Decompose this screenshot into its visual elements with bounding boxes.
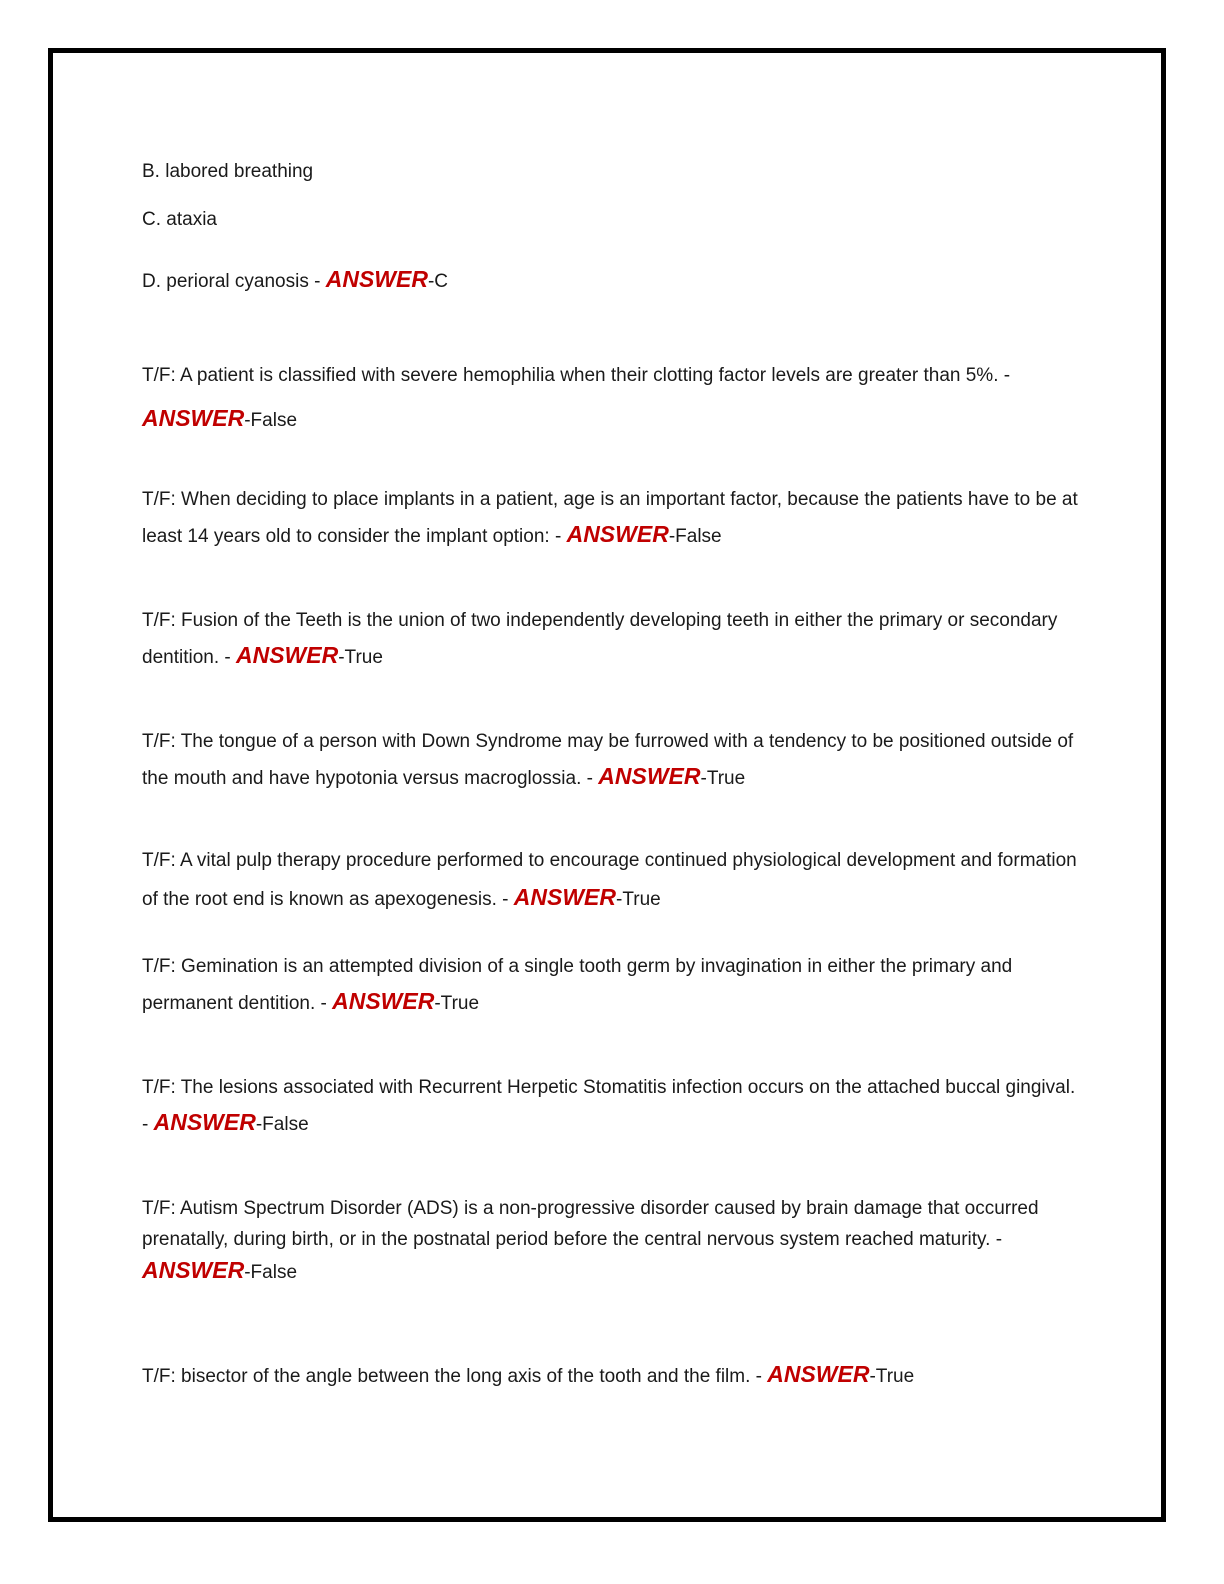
question-2 [142, 483, 1082, 554]
answer-value: -True [700, 768, 746, 789]
answer-label: ANSWER [325, 266, 428, 292]
answer-value: -True [869, 1366, 915, 1387]
option-text: B. labored breathing [142, 161, 314, 182]
answer-label: ANSWER [332, 988, 435, 1014]
question-3 [142, 604, 1082, 675]
answer-label: ANSWER [566, 521, 669, 547]
question-text: T/F: Gemination is an attempted division of a single tooth germ by invagination in either the primary and permanent dentition. - [142, 956, 1013, 1014]
option-text: C. ataxia [142, 209, 217, 230]
question-text: T/F: The tongue of a person with Down Syndrome may be furrowed with a tendency to be positioned outside of the mouth and have hypotonia versus macroglossia. - [142, 731, 1074, 789]
answer-label: ANSWER [142, 1257, 245, 1283]
question-text: T/F: Fusion of the Teeth is the union of two independently developing teeth in either the primary or secondary dentition. - [142, 610, 1058, 668]
answer-value: -True [616, 889, 661, 910]
question-text: T/F: When deciding to place implants in a patient, age is an important factor, because the patients have to be at least 14 years old to consider the implant option: - [142, 489, 1078, 547]
option-b [142, 155, 1082, 189]
question-7 [142, 1071, 1082, 1142]
option-d [142, 262, 1082, 299]
answer-value: -False [668, 526, 722, 547]
answer-label: ANSWER [767, 1361, 870, 1387]
answer-label: ANSWER [513, 884, 617, 910]
answer-label: ANSWER [153, 1109, 256, 1135]
question-1 [142, 355, 1082, 442]
question-text: T/F: bisector of the angle between the long axis of the tooth and the film. - [142, 1366, 768, 1387]
option-c [142, 203, 1082, 237]
answer-label: ANSWER [142, 405, 245, 431]
question-text: T/F: The lesions associated with Recurrent Herpetic Stomatitis infection occurs on the attached buccal gingival. - [142, 1077, 1076, 1135]
answer-value: -True [338, 647, 383, 668]
answer-label: ANSWER [598, 763, 701, 789]
answer-value: -False [244, 410, 298, 431]
option-text: D. perioral cyanosis - [142, 271, 326, 292]
question-4 [142, 725, 1082, 796]
question-5 [142, 843, 1082, 918]
answer-value: -C [427, 271, 449, 292]
question-text: T/F: Autism Spectrum Disorder (ADS) is a non-progressive disorder caused by brain damage that occurred prenatally, during birth, or in the postnatal period before the central nervous system reached maturity. - [142, 1198, 1039, 1250]
question-text: T/F: A patient is classified with severe hemophilia when their clotting factor levels are greater than 5%. - [142, 365, 1011, 386]
question-9 [142, 1357, 1082, 1394]
question-6 [142, 950, 1082, 1021]
answer-value: -False [244, 1262, 298, 1283]
question-text: T/F: A vital pulp therapy procedure performed to encourage continued physiological development and formation of the root end is known as apexogenesis. - [142, 850, 1077, 910]
answer-value: -True [434, 993, 480, 1014]
question-8 [142, 1193, 1082, 1288]
answer-label: ANSWER [236, 642, 339, 668]
answer-value: -False [255, 1114, 309, 1135]
